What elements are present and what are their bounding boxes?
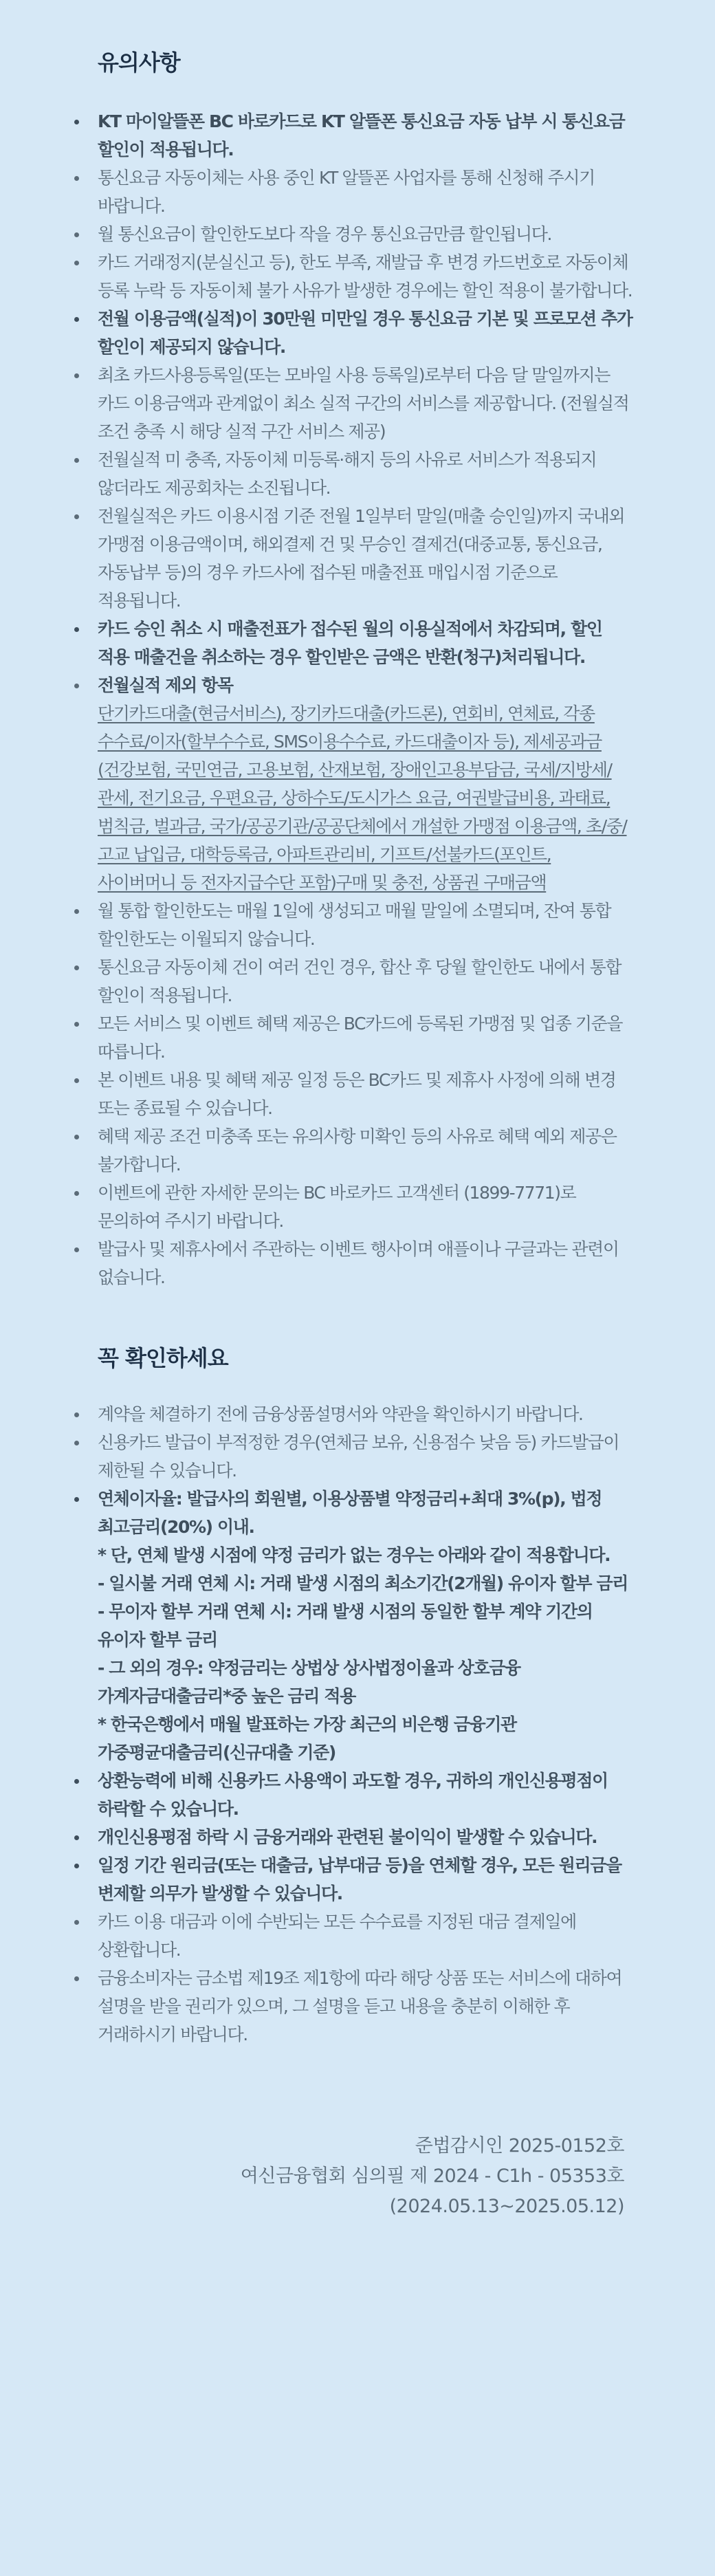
confirm-item [98,1964,632,2049]
confirm-item [98,1767,632,1823]
notice-item: 전월 이용금액(실적)이 30만원 미만일 경우 통신요금 기본 및 프로모션 추가 할인이 제공되지 않습니다. [98,305,632,361]
confirm-item [98,1428,632,1485]
excluded-items-heading: 전월실적 제외 항목 [98,675,233,695]
confirm-list [98,1400,632,2049]
review-period: (2024.05.13~2025.05.12) [389,2196,624,2217]
compliance-footer [0,2049,715,2222]
notice-item: 월 통합 할인한도는 매월 1일에 생성되고 매월 말일에 소멸되며, 잔여 통합 할인한도는 이월되지 않습니다. [98,897,632,953]
confirm-item-line: 상환능력에 비해 신용카드 사용액이 과도할 경우, 귀하의 개인신용평점이 하락할 수 있습니다. [98,1771,608,1819]
confirm-item [98,1851,632,1908]
confirm-item-line: 금융소비자는 금소법 제19조 제1항에 따라 해당 상품 또는 서비스에 대하여 설명을 받을 권리가 있으며, 그 설명을 듣고 내용을 충분히 이해한 후 거래하시기 바랍니다. [98,1968,622,2044]
notice-item: 통신요금 자동이체는 사용 중인 KT 알뜰폰 사업자를 통해 신청해 주시기 바랍니다. [98,164,632,220]
notice-item: 본 이벤트 내용 및 혜택 제공 일정 등은 BC카드 및 제휴사 사정에 의해 변경 또는 종료될 수 있습니다. [98,1066,632,1122]
notice-item: 모든 서비스 및 이벤트 혜택 제공은 BC카드에 등록된 가맹점 및 업종 기준을 따릅니다. [98,1009,632,1066]
excluded-items-list: 단기카드대출(현금서비스), 장기카드대출(카드론), 연회비, 연체료, 각종 수수료/이자(할부수수료, SMS이용수수료, 카드대출이자 등), 제세공과금(건강보험, 국민연금, 고용보험, 산재보험, 장애인고용부담금, 국세/지방세/관세, 전기요금, 우편요금, 상하수도/도시가스 요금, 여권발급비용, 과태료, 범칙금, 벌과금, 국가/공공기관/공공단체에서 개설한 가맹점 이용금액, 초/중/고교 납입금, 대학등록금, 아파트관리비, 기프트/선불카드(포인트, 사이버머니 등 전자지급수단 포함)구매 및 충전, 상품권 구매금액 [98,703,627,893]
notice-item: 발급사 및 제휴사에서 주관하는 이벤트 행사이며 애플이나 구글과는 관련이 없습니다. [98,1235,632,1291]
confirm-item-line: - 무이자 할부 거래 연체 시: 거래 발생 시점의 동일한 할부 계약 기간의 유이자 할부 금리 [98,1602,593,1650]
confirm-item-line: 연체이자율: 발급사의 회원별, 이용상품별 약정금리+최대 3%(p), 법정 최고금리(20%) 이내. [98,1489,602,1537]
notice-item: 통신요금 자동이체 건이 여러 건인 경우, 합산 후 당월 할인한도 내에서 통합 할인이 적용됩니다. [98,953,632,1009]
confirm-item-line: * 단, 연체 발생 시점에 약정 금리가 없는 경우는 아래와 같이 적용합니다. [98,1545,610,1565]
notice-item: 전월실적은 카드 이용시점 기준 전월 1일부터 말일(매출 승인일)까지 국내외 가맹점 이용금액이며, 해외결제 건 및 무승인 결제건(대중교통, 통신요금, 자동납부 등)의 경우 카드사에 접수된 매출전표 매입시점 기준으로 적용됩니다. [98,502,632,615]
confirm-item [98,1485,632,1767]
confirm-item-line: 계약을 체결하기 전에 금융상품설명서와 약관을 확인하시기 바랍니다. [98,1404,583,1424]
notice-item: 최초 카드사용등록일(또는 모바일 사용 등록일)로부터 다음 달 말일까지는 카드 이용금액과 관계없이 최소 실적 구간의 서비스를 제공합니다. (전월실적 조건 충족 시 해당 실적 구간 서비스 제공) [98,361,632,446]
notice-item: 이벤트에 관한 자세한 문의는 BC 바로카드 고객센터 (1899-7771)로 문의하여 주시기 바랍니다. [98,1179,632,1235]
confirm-title: 꼭 확인하세요 [98,1345,228,1371]
notice-title: 유의사항 [98,50,180,76]
notice-list [98,107,632,1291]
notice-item: 전월실적 미 충족, 자동이체 미등록·해지 등의 사유로 서비스가 적용되지 않더라도 제공회차는 소진됩니다. [98,446,632,502]
confirm-item-line: * 한국은행에서 매월 발표하는 가장 최근의 비은행 금융기관 가중평균대출금리(신규대출 기준) [98,1714,516,1762]
confirm-item [98,1823,632,1851]
notice-item: 혜택 제공 조건 미충족 또는 유의사항 미확인 등의 사유로 혜택 예외 제공은 불가합니다. [98,1122,632,1179]
confirm-item-line: 일정 기간 원리금(또는 대출금, 납부대금 등)을 연체할 경우, 모든 원리금을 변제할 의무가 발생할 수 있습니다. [98,1855,622,1903]
notice-item: 월 통신요금이 할인한도보다 작을 경우 통신요금만큼 할인됩니다. [98,220,632,248]
confirm-item-line: 카드 이용 대금과 이에 수반되는 모든 수수료를 지정된 대금 결제일에 상환합니다. [98,1912,576,1960]
confirm-item [98,1400,632,1428]
review-number: 여신금융협회 심의필 제 2024 - C1h - 05353호 [240,2165,624,2187]
notice-item: 카드 거래정지(분실신고 등), 한도 부족, 재발급 후 변경 카드번호로 자동이체 등록 누락 등 자동이체 불가 사유가 발생한 경우에는 할인 적용이 불가합니다. [98,248,632,305]
confirm-section [0,1291,715,2049]
notice-item [98,671,632,897]
compliance-number: 준법감시인 2025-0152호 [415,2135,624,2157]
notice-item: KT 마이알뜰폰 BC 바로카드로 KT 알뜰폰 통신요금 자동 납부 시 통신요금 할인이 적용됩니다. [98,107,632,164]
confirm-item [98,1908,632,1964]
confirm-item-line: - 그 외의 경우: 약정금리는 상법상 상사법정이율과 상호금융 가계자금대출금리*중 높은 금리 적용 [98,1658,520,1706]
confirm-item-line: 신용카드 발급이 부적정한 경우(연체금 보유, 신용점수 낮음 등) 카드발급이 제한될 수 있습니다. [98,1432,619,1481]
notice-item: 카드 승인 취소 시 매출전표가 접수된 월의 이용실적에서 차감되며, 할인 적용 매출건을 취소하는 경우 할인받은 금액은 반환(청구)처리됩니다. [98,615,632,671]
confirm-item-line: 개인신용평점 하락 시 금융거래와 관련된 불이익이 발생할 수 있습니다. [98,1827,597,1847]
confirm-item-line: - 일시불 거래 연체 시: 거래 발생 시점의 최소기간(2개월) 유이자 할부 금리 [98,1573,628,1593]
